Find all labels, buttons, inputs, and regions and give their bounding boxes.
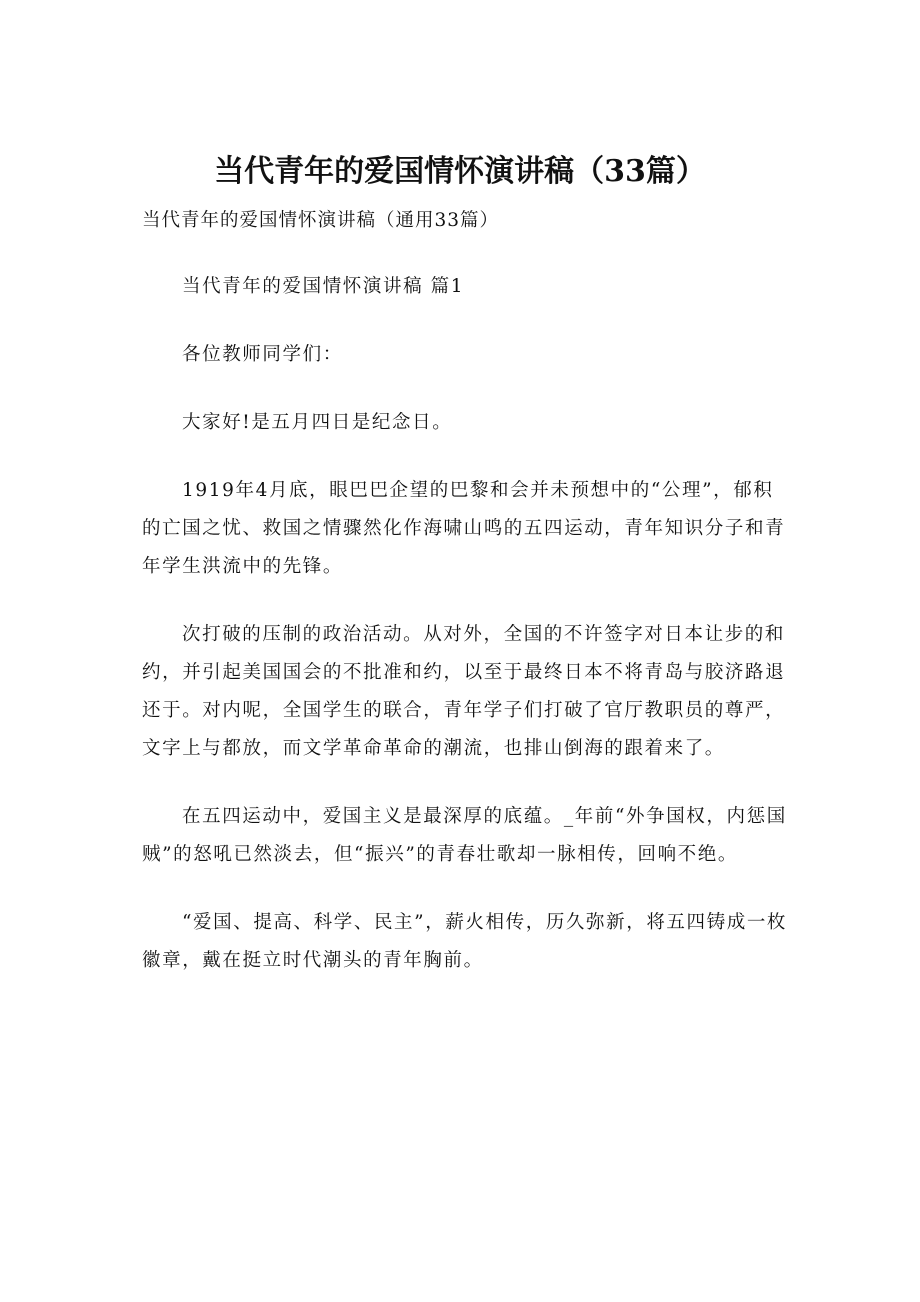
document-body	[142, 268, 792, 1010]
document-subtitle: 当代青年的爱国情怀演讲稿（通用33篇）	[142, 210, 500, 231]
body-paragraph: 次打破的压制的政治活动。从对外，全国的不许签字对日本让步的和约，并引起美国国会的不批准和约，以至于最终日本不将青岛与胶济路退还于。对内呢，全国学生的联合，青年学子们打破了官厅教职员的尊严，文字上与都放，而文学革命革命的潮流，也排山倒海的跟着来了。	[142, 624, 786, 759]
greeting-paragraph: 大家好!是五月四日是纪念日。	[182, 412, 453, 433]
section-heading: 当代青年的爱国情怀演讲稿 篇1	[182, 276, 465, 297]
body-paragraph: 1919年4月底，眼巴巴企望的巴黎和会并未预想中的“公理”，郁积的亡国之忧、救国之情骤然化作海啸山鸣的五四运动，青年知识分子和青年学生洪流中的先锋。	[142, 480, 786, 577]
document-title: 当代青年的爱国情怀演讲稿（33篇）	[214, 154, 706, 189]
body-paragraph: “爱国、提高、科学、民主”，薪火相传，历久弥新，将五四铸成一枚徽章，戴在挺立时代潮头的青年胸前。	[142, 912, 788, 971]
salutation: 各位教师同学们：	[182, 344, 343, 365]
body-paragraph: 在五四运动中，爱国主义是最深厚的底蕴。_年前“外争国权，内惩国贼”的怒吼已然淡去，但“振兴”的青春壮歌却一脉相传，回响不绝。	[142, 806, 787, 865]
